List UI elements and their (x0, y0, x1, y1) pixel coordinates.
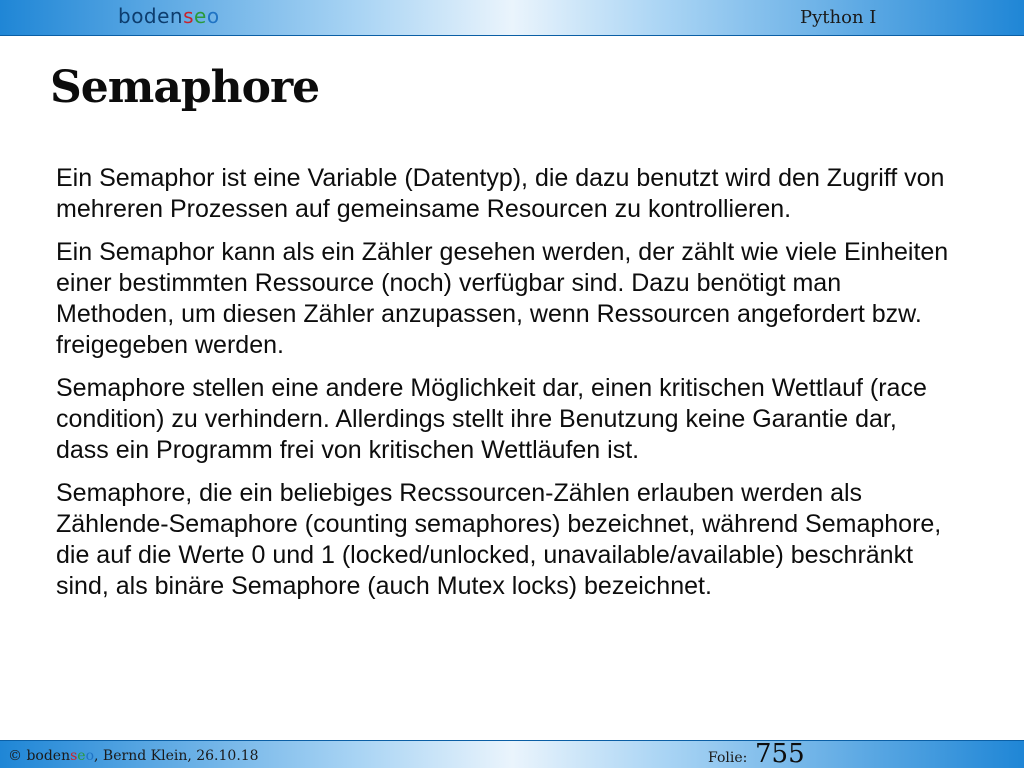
footer-bar (0, 740, 1024, 768)
paragraph-race-condition: Semaphore stellen eine andere Möglichkeit dar, einen kritischen Wettlauf (race condition) zu verhindern. Allerdings stellt ihre Benutzung keine Garantie dar, dass ein Programm frei von kritischen Wettläufen ist. (56, 374, 927, 464)
slide-title: Semaphore (50, 62, 320, 113)
header-bar (0, 0, 1024, 36)
logo-letter-o: o (206, 4, 220, 28)
footer-brand-e: e (77, 748, 86, 764)
slide-number-label: Folie: (708, 750, 748, 766)
bodenseo-logo (118, 4, 220, 28)
slide-body (56, 163, 956, 614)
copyright-symbol: © (8, 748, 22, 764)
paragraph-semaphore-types: Semaphore, die ein beliebiges Recssourcen-Zählen erlauben werden als Zählende-Semaphore (counting semaphores) bezeichnet, während Semaphore, die auf die Werte 0 und 1 (locked/unlocked, unavailable/available) beschränkt sind, als binäre Semaphore (auch Mutex locks) bezeichnet. (56, 479, 942, 600)
footer-copyright (8, 747, 259, 765)
paragraph-counter: Ein Semaphor kann als ein Zähler gesehen werden, der zählt wie viele Einheiten einer bestimmten Ressource (noch) verfügbar sind. Dazu benötigt man Methoden, um diesen Zähler anzupassen, wenn Ressourcen angefordert bzw. freigegeben werden. (56, 238, 949, 359)
paragraph-definition: Ein Semaphor ist eine Variable (Datentyp), die dazu benutzt wird den Zugriff von mehreren Prozessen auf gemeinsame Resourcen zu kontrollieren. (56, 164, 945, 223)
footer-author-date: , Bernd Klein, 26.10.18 (94, 748, 259, 764)
footer-brand-boden: boden (26, 748, 71, 764)
logo-letter-s: s (183, 4, 195, 28)
course-title: Python I (800, 7, 877, 28)
footer-brand-s: s (70, 748, 78, 764)
footer-brand-o: o (85, 748, 95, 764)
slide-number: 755 (755, 739, 805, 768)
logo-text-boden: boden (118, 4, 184, 28)
logo-letter-e: e (194, 4, 207, 28)
